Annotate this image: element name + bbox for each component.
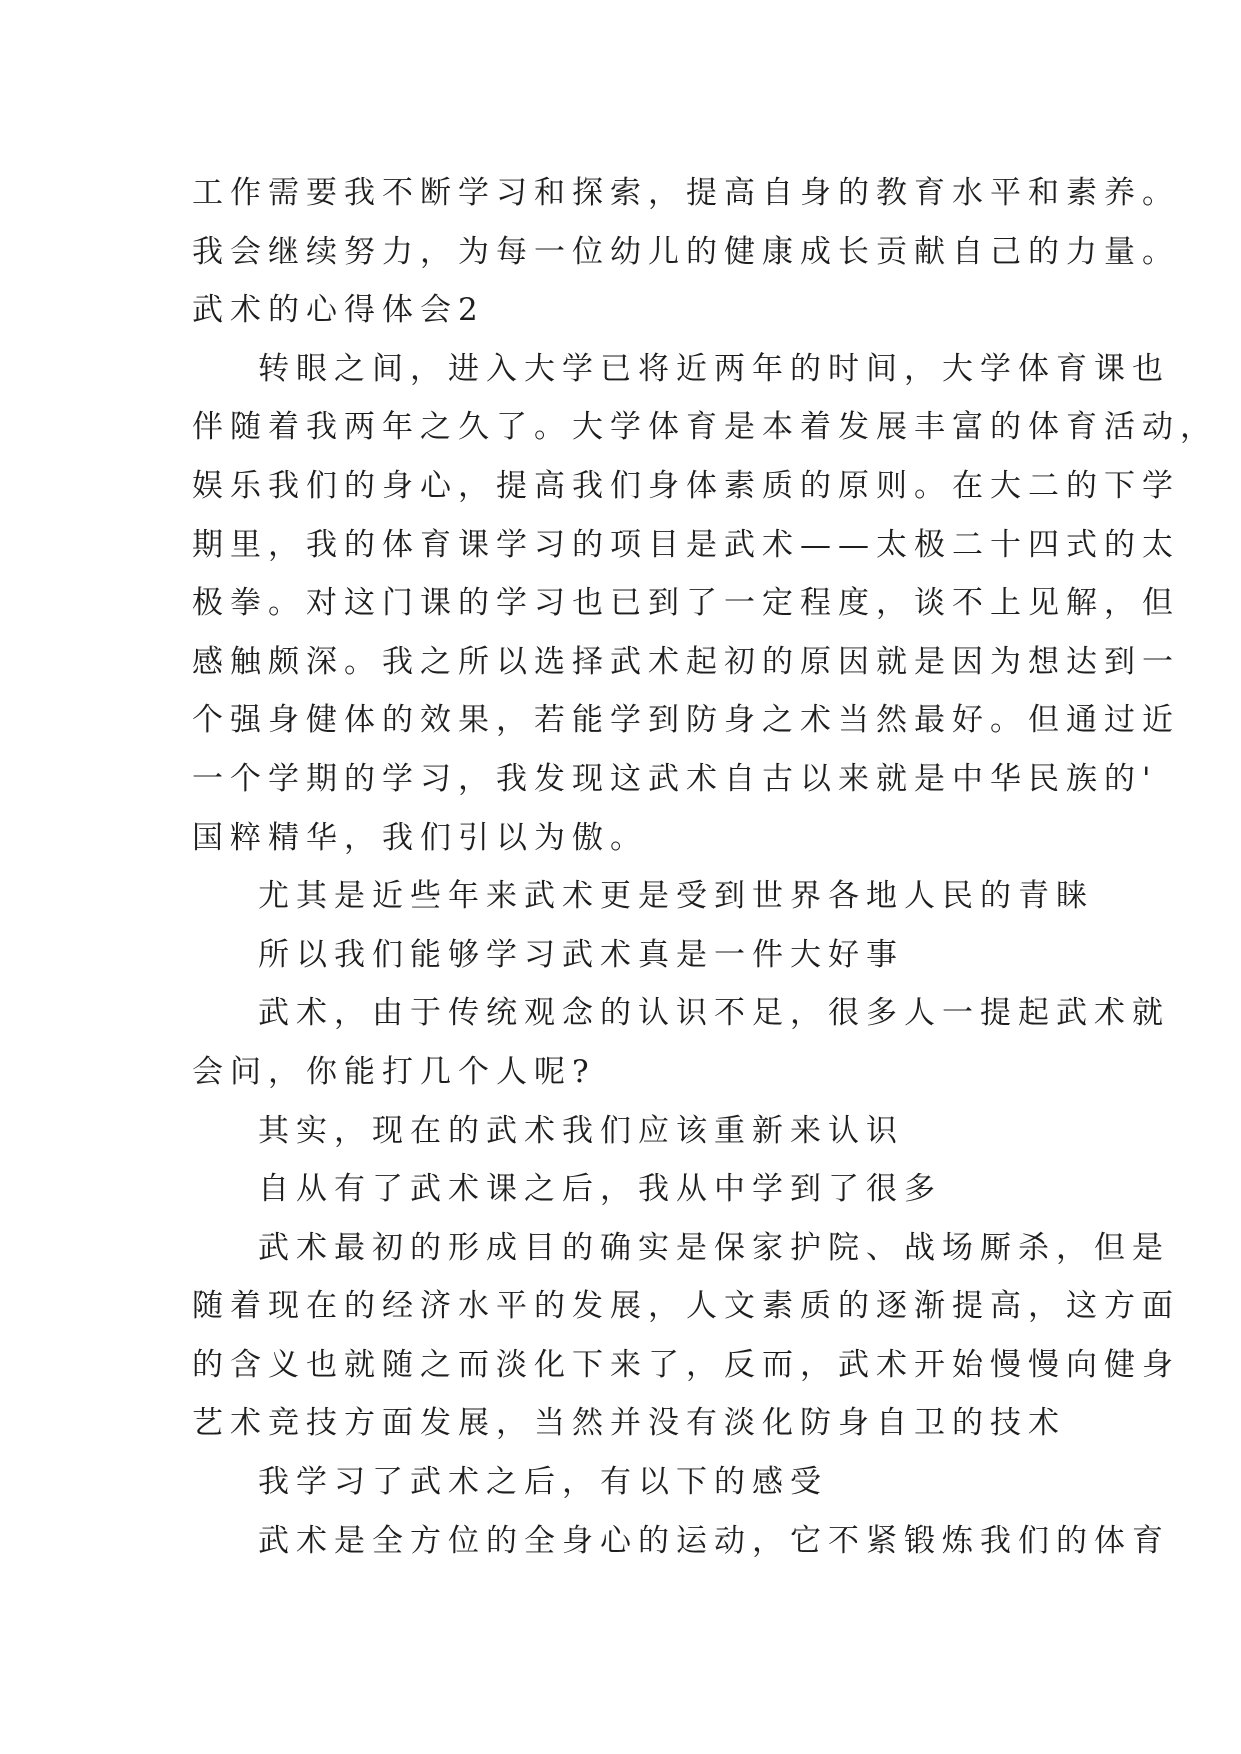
text-line: 武术最初的形成目的确实是保家护院、战场厮杀，但是: [258, 1229, 1170, 1266]
text-line: 其实，现在的武术我们应该重新来认识: [258, 1112, 904, 1149]
text-line: 我会继续努力，为每一位幼儿的健康成长贡献自己的力量。: [192, 233, 1180, 270]
text-line: 国粹精华，我们引以为傲。: [192, 819, 648, 856]
text-line: 艺术竞技方面发展，当然并没有淡化防身自卫的技术: [192, 1405, 1066, 1442]
text-line: 我学习了武术之后，有以下的感受: [258, 1464, 828, 1501]
text-line: 娱乐我们的身心，提高我们身体素质的原则。在大二的下学: [192, 467, 1180, 504]
document-body: [192, 164, 1218, 1570]
text-line: 伴随着我两年之久了。大学体育是本着发展丰富的体育活动，: [192, 409, 1218, 446]
text-line: 会问，你能打几个人呢?: [192, 1053, 596, 1090]
text-line: 个强身健体的效果，若能学到防身之术当然最好。但通过近: [192, 702, 1180, 739]
text-line: 自从有了武术课之后，我从中学到了很多: [258, 1171, 942, 1208]
text-line: 期里，我的体育课学习的项目是武术——太极二十四式的太: [192, 526, 1180, 563]
text-line: 武术是全方位的全身心的运动，它不紧锻炼我们的体育: [258, 1522, 1170, 1559]
text-line: 随着现在的经济水平的发展，人文素质的逐渐提高，这方面: [192, 1288, 1180, 1325]
section-heading: 武术的心得体会2: [192, 292, 485, 329]
text-line: 所以我们能够学习武术真是一件大好事: [258, 936, 904, 973]
text-line: 武术，由于传统观念的认识不足，很多人一提起武术就: [258, 995, 1170, 1032]
text-line: 尤其是近些年来武术更是受到世界各地人民的青睐: [258, 878, 1094, 915]
text-line: 一个学期的学习，我发现这武术自古以来就是中华民族的': [192, 760, 1158, 797]
text-line: 的含义也就随之而淡化下来了，反而，武术开始慢慢向健身: [192, 1346, 1180, 1383]
text-line: 工作需要我不断学习和探索，提高自身的教育水平和素养。: [192, 175, 1180, 211]
text-line: 转眼之间，进入大学已将近两年的时间，大学体育课也: [258, 350, 1170, 387]
text-line: 感触颇深。我之所以选择武术起初的原因就是因为想达到一: [192, 643, 1180, 680]
text-line: 极拳。对这门课的学习也已到了一定程度，谈不上见解，但: [192, 585, 1180, 622]
